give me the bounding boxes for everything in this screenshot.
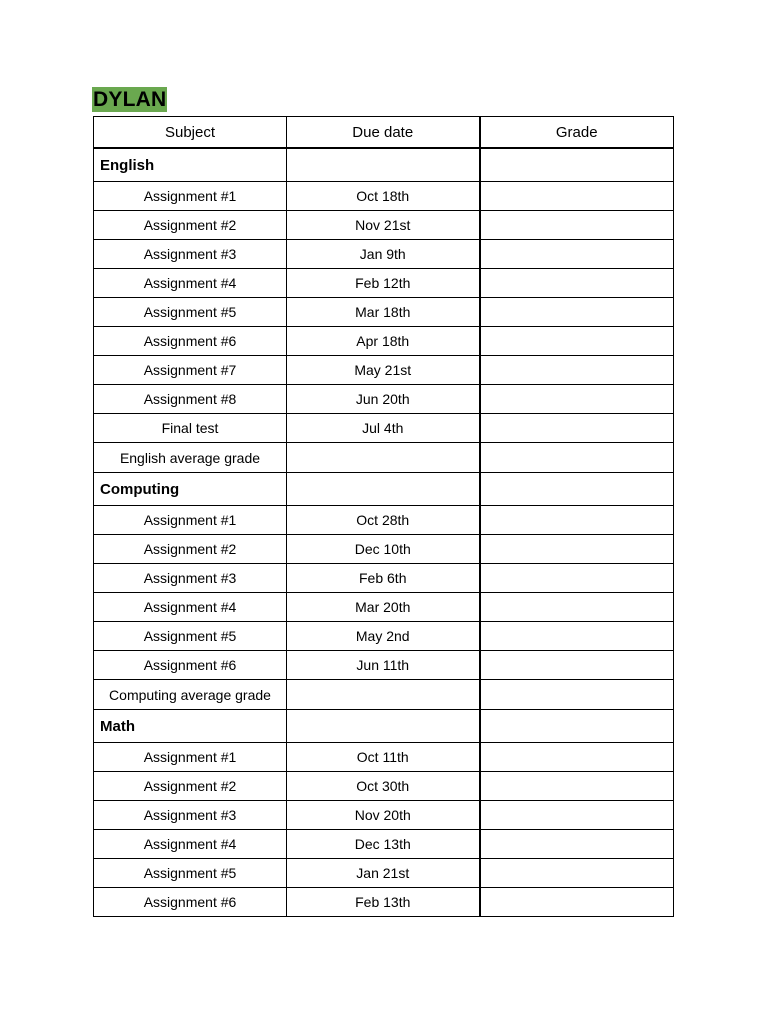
due-date-cell: Jan 9th bbox=[287, 240, 480, 269]
average-due-cell bbox=[287, 443, 480, 473]
grade-cell[interactable] bbox=[480, 830, 674, 859]
due-date-cell: Feb 6th bbox=[287, 564, 480, 593]
grade-cell[interactable] bbox=[480, 414, 674, 443]
due-date-cell: May 21st bbox=[287, 356, 480, 385]
due-date-cell: Oct 11th bbox=[287, 743, 480, 772]
grade-cell[interactable] bbox=[480, 801, 674, 830]
grade-cell[interactable] bbox=[480, 859, 674, 888]
average-label: English average grade bbox=[94, 443, 287, 473]
table-row bbox=[94, 182, 674, 211]
table-row bbox=[94, 269, 674, 298]
due-date-cell: Mar 18th bbox=[287, 298, 480, 327]
section-due-cell bbox=[287, 710, 480, 743]
column-header-due-date: Due date bbox=[287, 117, 480, 149]
subject-cell: Assignment #3 bbox=[94, 240, 287, 269]
section-due-cell bbox=[287, 473, 480, 506]
column-header-grade: Grade bbox=[480, 117, 674, 149]
average-label: Computing average grade bbox=[94, 680, 287, 710]
due-date-cell: Feb 12th bbox=[287, 269, 480, 298]
grade-cell[interactable] bbox=[480, 888, 674, 917]
table-row bbox=[94, 859, 674, 888]
subject-cell: Assignment #3 bbox=[94, 564, 287, 593]
table-row bbox=[94, 888, 674, 917]
subject-cell: Final test bbox=[94, 414, 287, 443]
due-date-cell: Apr 18th bbox=[287, 327, 480, 356]
table-row bbox=[94, 298, 674, 327]
grade-cell[interactable] bbox=[480, 211, 674, 240]
grade-cell[interactable] bbox=[480, 772, 674, 801]
section-row-math bbox=[94, 710, 674, 743]
section-title: Math bbox=[94, 710, 287, 743]
grade-cell[interactable] bbox=[480, 506, 674, 535]
section-grade-cell[interactable] bbox=[480, 473, 674, 506]
table-row bbox=[94, 240, 674, 269]
table-row bbox=[94, 506, 674, 535]
due-date-cell: Jul 4th bbox=[287, 414, 480, 443]
due-date-cell: Jan 21st bbox=[287, 859, 480, 888]
subject-cell: Assignment #2 bbox=[94, 211, 287, 240]
due-date-cell: Jun 11th bbox=[287, 651, 480, 680]
section-row-english bbox=[94, 148, 674, 182]
subject-cell: Assignment #2 bbox=[94, 535, 287, 564]
due-date-cell: Dec 10th bbox=[287, 535, 480, 564]
due-date-cell: Oct 28th bbox=[287, 506, 480, 535]
table-row bbox=[94, 801, 674, 830]
grade-cell[interactable] bbox=[480, 385, 674, 414]
grade-table bbox=[93, 116, 674, 917]
subject-cell: Assignment #4 bbox=[94, 269, 287, 298]
grade-cell[interactable] bbox=[480, 651, 674, 680]
due-date-cell: May 2nd bbox=[287, 622, 480, 651]
grade-cell[interactable] bbox=[480, 622, 674, 651]
due-date-cell: Mar 20th bbox=[287, 593, 480, 622]
grade-cell[interactable] bbox=[480, 593, 674, 622]
subject-cell: Assignment #2 bbox=[94, 772, 287, 801]
table-row bbox=[94, 414, 674, 443]
table-row bbox=[94, 772, 674, 801]
table-row bbox=[94, 830, 674, 859]
due-date-cell: Nov 20th bbox=[287, 801, 480, 830]
table-row bbox=[94, 651, 674, 680]
subject-cell: Assignment #4 bbox=[94, 593, 287, 622]
grade-cell[interactable] bbox=[480, 182, 674, 211]
average-grade-cell[interactable] bbox=[480, 443, 674, 473]
section-title: English bbox=[94, 148, 287, 182]
grade-cell[interactable] bbox=[480, 269, 674, 298]
due-date-cell: Feb 13th bbox=[287, 888, 480, 917]
grade-cell[interactable] bbox=[480, 240, 674, 269]
due-date-cell: Nov 21st bbox=[287, 211, 480, 240]
table-row bbox=[94, 593, 674, 622]
table-row bbox=[94, 535, 674, 564]
table-row bbox=[94, 564, 674, 593]
average-row-computing bbox=[94, 680, 674, 710]
due-date-cell: Jun 20th bbox=[287, 385, 480, 414]
average-row-english bbox=[94, 443, 674, 473]
section-row-computing bbox=[94, 473, 674, 506]
column-header-subject: Subject bbox=[94, 117, 287, 149]
table-row bbox=[94, 743, 674, 772]
grade-cell[interactable] bbox=[480, 535, 674, 564]
grade-cell[interactable] bbox=[480, 564, 674, 593]
table-body bbox=[94, 148, 674, 917]
table-row bbox=[94, 385, 674, 414]
section-due-cell bbox=[287, 148, 480, 182]
grade-cell[interactable] bbox=[480, 327, 674, 356]
subject-cell: Assignment #5 bbox=[94, 859, 287, 888]
section-title: Computing bbox=[94, 473, 287, 506]
student-name: DYLAN bbox=[93, 88, 167, 111]
section-grade-cell[interactable] bbox=[480, 710, 674, 743]
average-grade-cell[interactable] bbox=[480, 680, 674, 710]
subject-cell: Assignment #8 bbox=[94, 385, 287, 414]
subject-cell: Assignment #5 bbox=[94, 622, 287, 651]
subject-cell: Assignment #5 bbox=[94, 298, 287, 327]
table-row bbox=[94, 622, 674, 651]
subject-cell: Assignment #7 bbox=[94, 356, 287, 385]
subject-cell: Assignment #6 bbox=[94, 651, 287, 680]
subject-cell: Assignment #1 bbox=[94, 506, 287, 535]
grade-cell[interactable] bbox=[480, 356, 674, 385]
average-due-cell bbox=[287, 680, 480, 710]
due-date-cell: Dec 13th bbox=[287, 830, 480, 859]
due-date-cell: Oct 18th bbox=[287, 182, 480, 211]
grade-cell[interactable] bbox=[480, 743, 674, 772]
subject-cell: Assignment #1 bbox=[94, 182, 287, 211]
subject-cell: Assignment #6 bbox=[94, 327, 287, 356]
subject-cell: Assignment #6 bbox=[94, 888, 287, 917]
subject-cell: Assignment #4 bbox=[94, 830, 287, 859]
subject-cell: Assignment #1 bbox=[94, 743, 287, 772]
table-row bbox=[94, 327, 674, 356]
table-header-row bbox=[94, 117, 674, 149]
due-date-cell: Oct 30th bbox=[287, 772, 480, 801]
grade-cell[interactable] bbox=[480, 298, 674, 327]
subject-cell: Assignment #3 bbox=[94, 801, 287, 830]
table-row bbox=[94, 356, 674, 385]
table-row bbox=[94, 211, 674, 240]
section-grade-cell[interactable] bbox=[480, 148, 674, 182]
